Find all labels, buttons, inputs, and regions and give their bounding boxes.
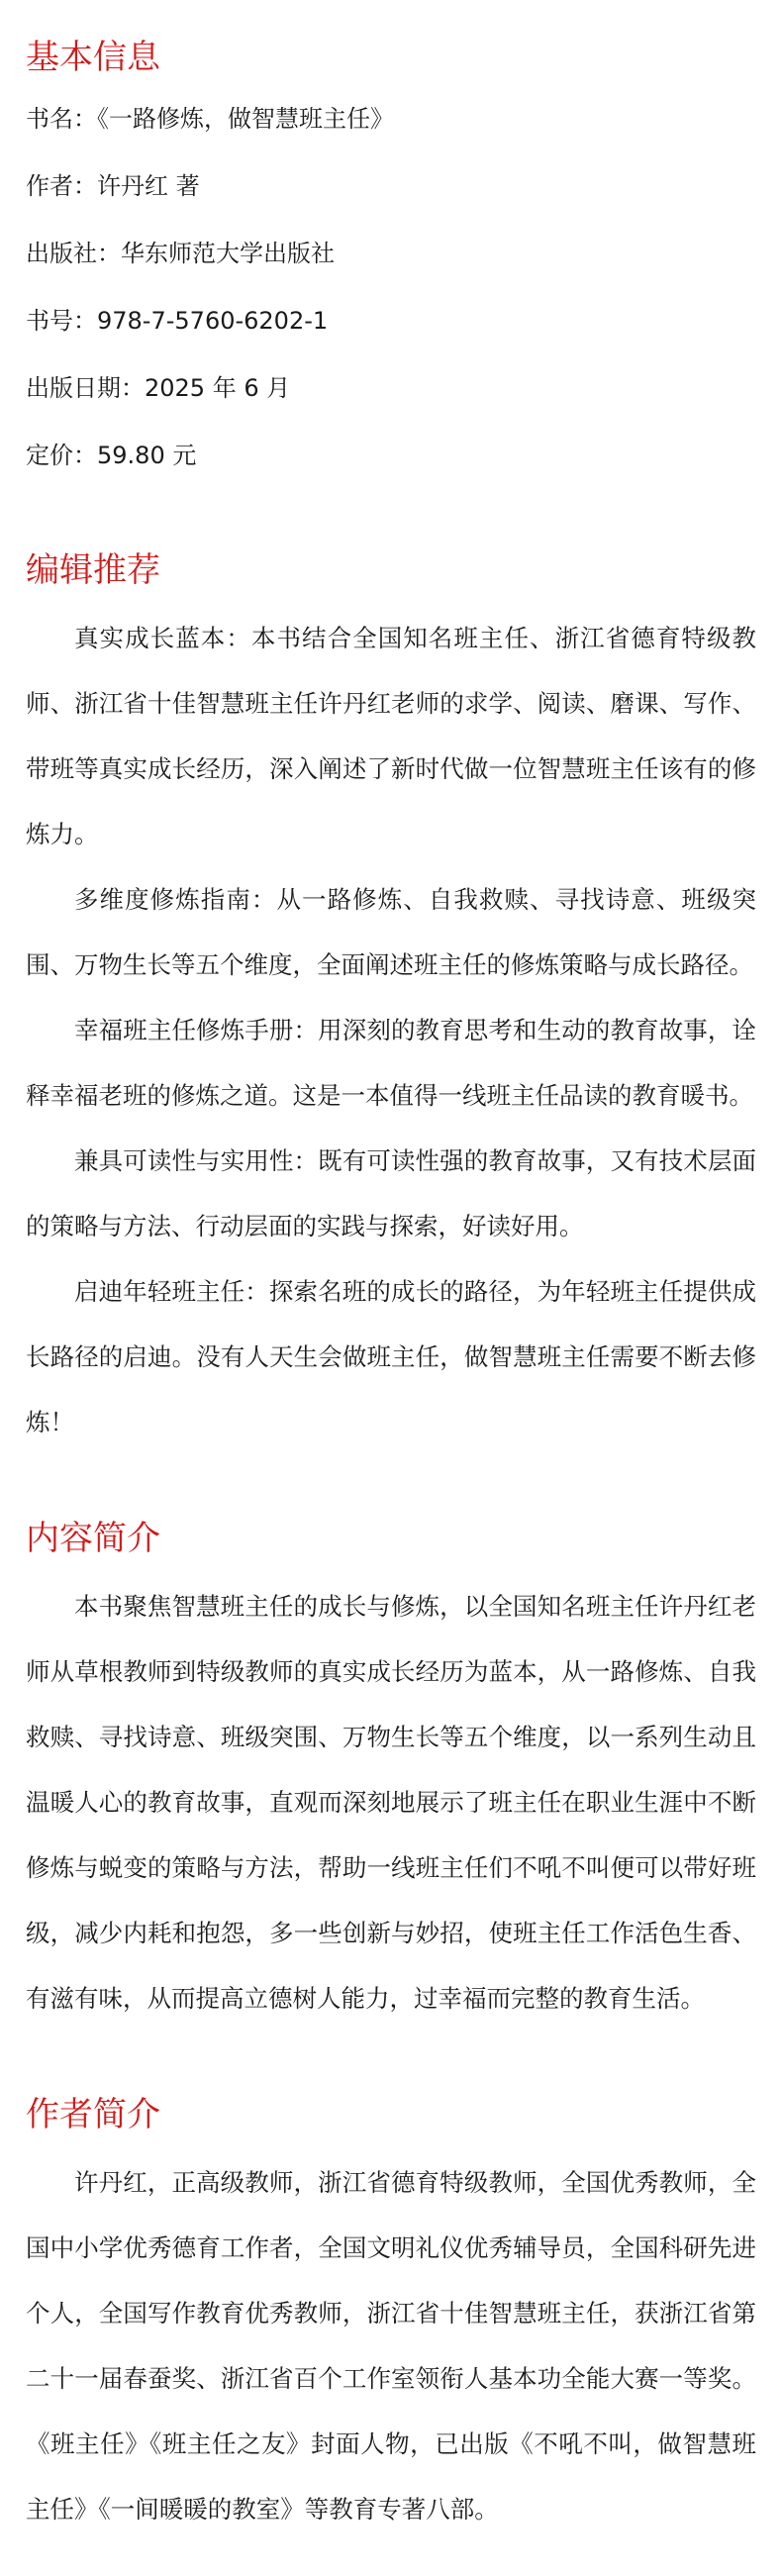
basic-info-list (26, 85, 756, 489)
info-label: 出版日期： (26, 374, 145, 402)
info-label: 书名： (26, 105, 97, 133)
author-paragraph: 许丹红，正高级教师，浙江省德育特级教师，全国优秀教师，全国中小学优秀德育工作者，全国文明礼仪优秀辅导员，全国科研先进个人，全国写作教育优秀教师，浙江省十佳智慧班主任，获浙江省第二十一届春蚕奖、浙江省百个工作室领衔人基本功全能大赛一等奖。《班主任》《班主任之友》封面人物，已出版《不吼不叫，做智慧班主任》《一间暖暖的教室》等教育专著八部。 (26, 2168, 756, 2524)
info-label: 定价： (26, 442, 97, 469)
editor-recommend-heading: 编辑推荐 (26, 550, 160, 590)
info-label: 作者： (26, 172, 97, 200)
basic-info-heading: 基本信息 (26, 38, 160, 77)
info-value: 978-7-5760-6202-1 (97, 307, 329, 335)
info-row-publisher (26, 220, 756, 287)
recommend-paragraph: 幸福班主任修炼手册：用深刻的教育思考和生动的教育故事，诠释幸福老班的修炼之道。这是一本值得一线班主任品读的教育暖书。 (26, 1016, 756, 1110)
info-row-author (26, 152, 756, 220)
content-intro-section (26, 1511, 756, 2031)
recommend-paragraph: 多维度修炼指南：从一路修炼、自我救赎、寻找诗意、班级突围、万物生长等五个维度，全面阐述班主任的修炼策略与成长路径。 (26, 885, 756, 979)
author-intro-heading: 作者简介 (26, 2095, 160, 2134)
info-label: 出版社： (26, 240, 121, 267)
info-value: 59.80 元 (97, 442, 197, 469)
info-value: 《一路修炼，做智慧班主任》 (97, 105, 394, 133)
info-label: 书号： (26, 307, 97, 335)
info-row-price (26, 422, 756, 489)
info-value: 华东师范大学出版社 (121, 240, 335, 267)
info-row-isbn (26, 287, 756, 354)
recommend-paragraph: 真实成长蓝本：本书结合全国知名班主任、浙江省德育特级教师、浙江省十佳智慧班主任许丹红老师的求学、阅读、磨课、写作、带班等真实成长经历，深入阐述了新时代做一位智慧班主任该有的修炼力。 (26, 624, 756, 848)
basic-info-section (26, 30, 756, 489)
editor-recommend-body (26, 606, 756, 1455)
recommend-paragraph: 兼具可读性与实用性：既有可读性强的教育故事，又有技术层面的策略与方法、行动层面的实践与探索，好读好用。 (26, 1146, 756, 1240)
editor-recommend-section (26, 543, 756, 1455)
intro-paragraph: 本书聚焦智慧班主任的成长与修炼，以全国知名班主任许丹红老师从草根教师到特级教师的真实成长经历为蓝本，从一路修炼、自我救赎、寻找诗意、班级突围、万物生长等五个维度，以一系列生动且温暖人心的教育故事，直观而深刻地展示了班主任在职业生涯中不断修炼与蜕变的策略与方法，帮助一线班主任们不吼不叫便可以带好班级，减少内耗和抱怨，多一些创新与妙招，使班主任工作活色生香、有滋有味，从而提高立德树人能力，过幸福而完整的教育生活。 (26, 1592, 756, 2013)
author-intro-section (26, 2087, 756, 2542)
content-intro-heading: 内容简介 (26, 1519, 160, 1558)
info-value: 2025 年 6 月 (145, 374, 291, 402)
recommend-paragraph: 启迪年轻班主任：探索名班的成长的路径，为年轻班主任提供成长路径的启迪。没有人天生会做班主任，做智慧班主任需要不断去修炼！ (26, 1277, 756, 1437)
author-intro-body (26, 2150, 756, 2542)
content-intro-body (26, 1574, 756, 2031)
info-row-pub-date (26, 354, 756, 422)
info-value: 许丹红 著 (97, 172, 200, 200)
info-row-title (26, 85, 756, 152)
